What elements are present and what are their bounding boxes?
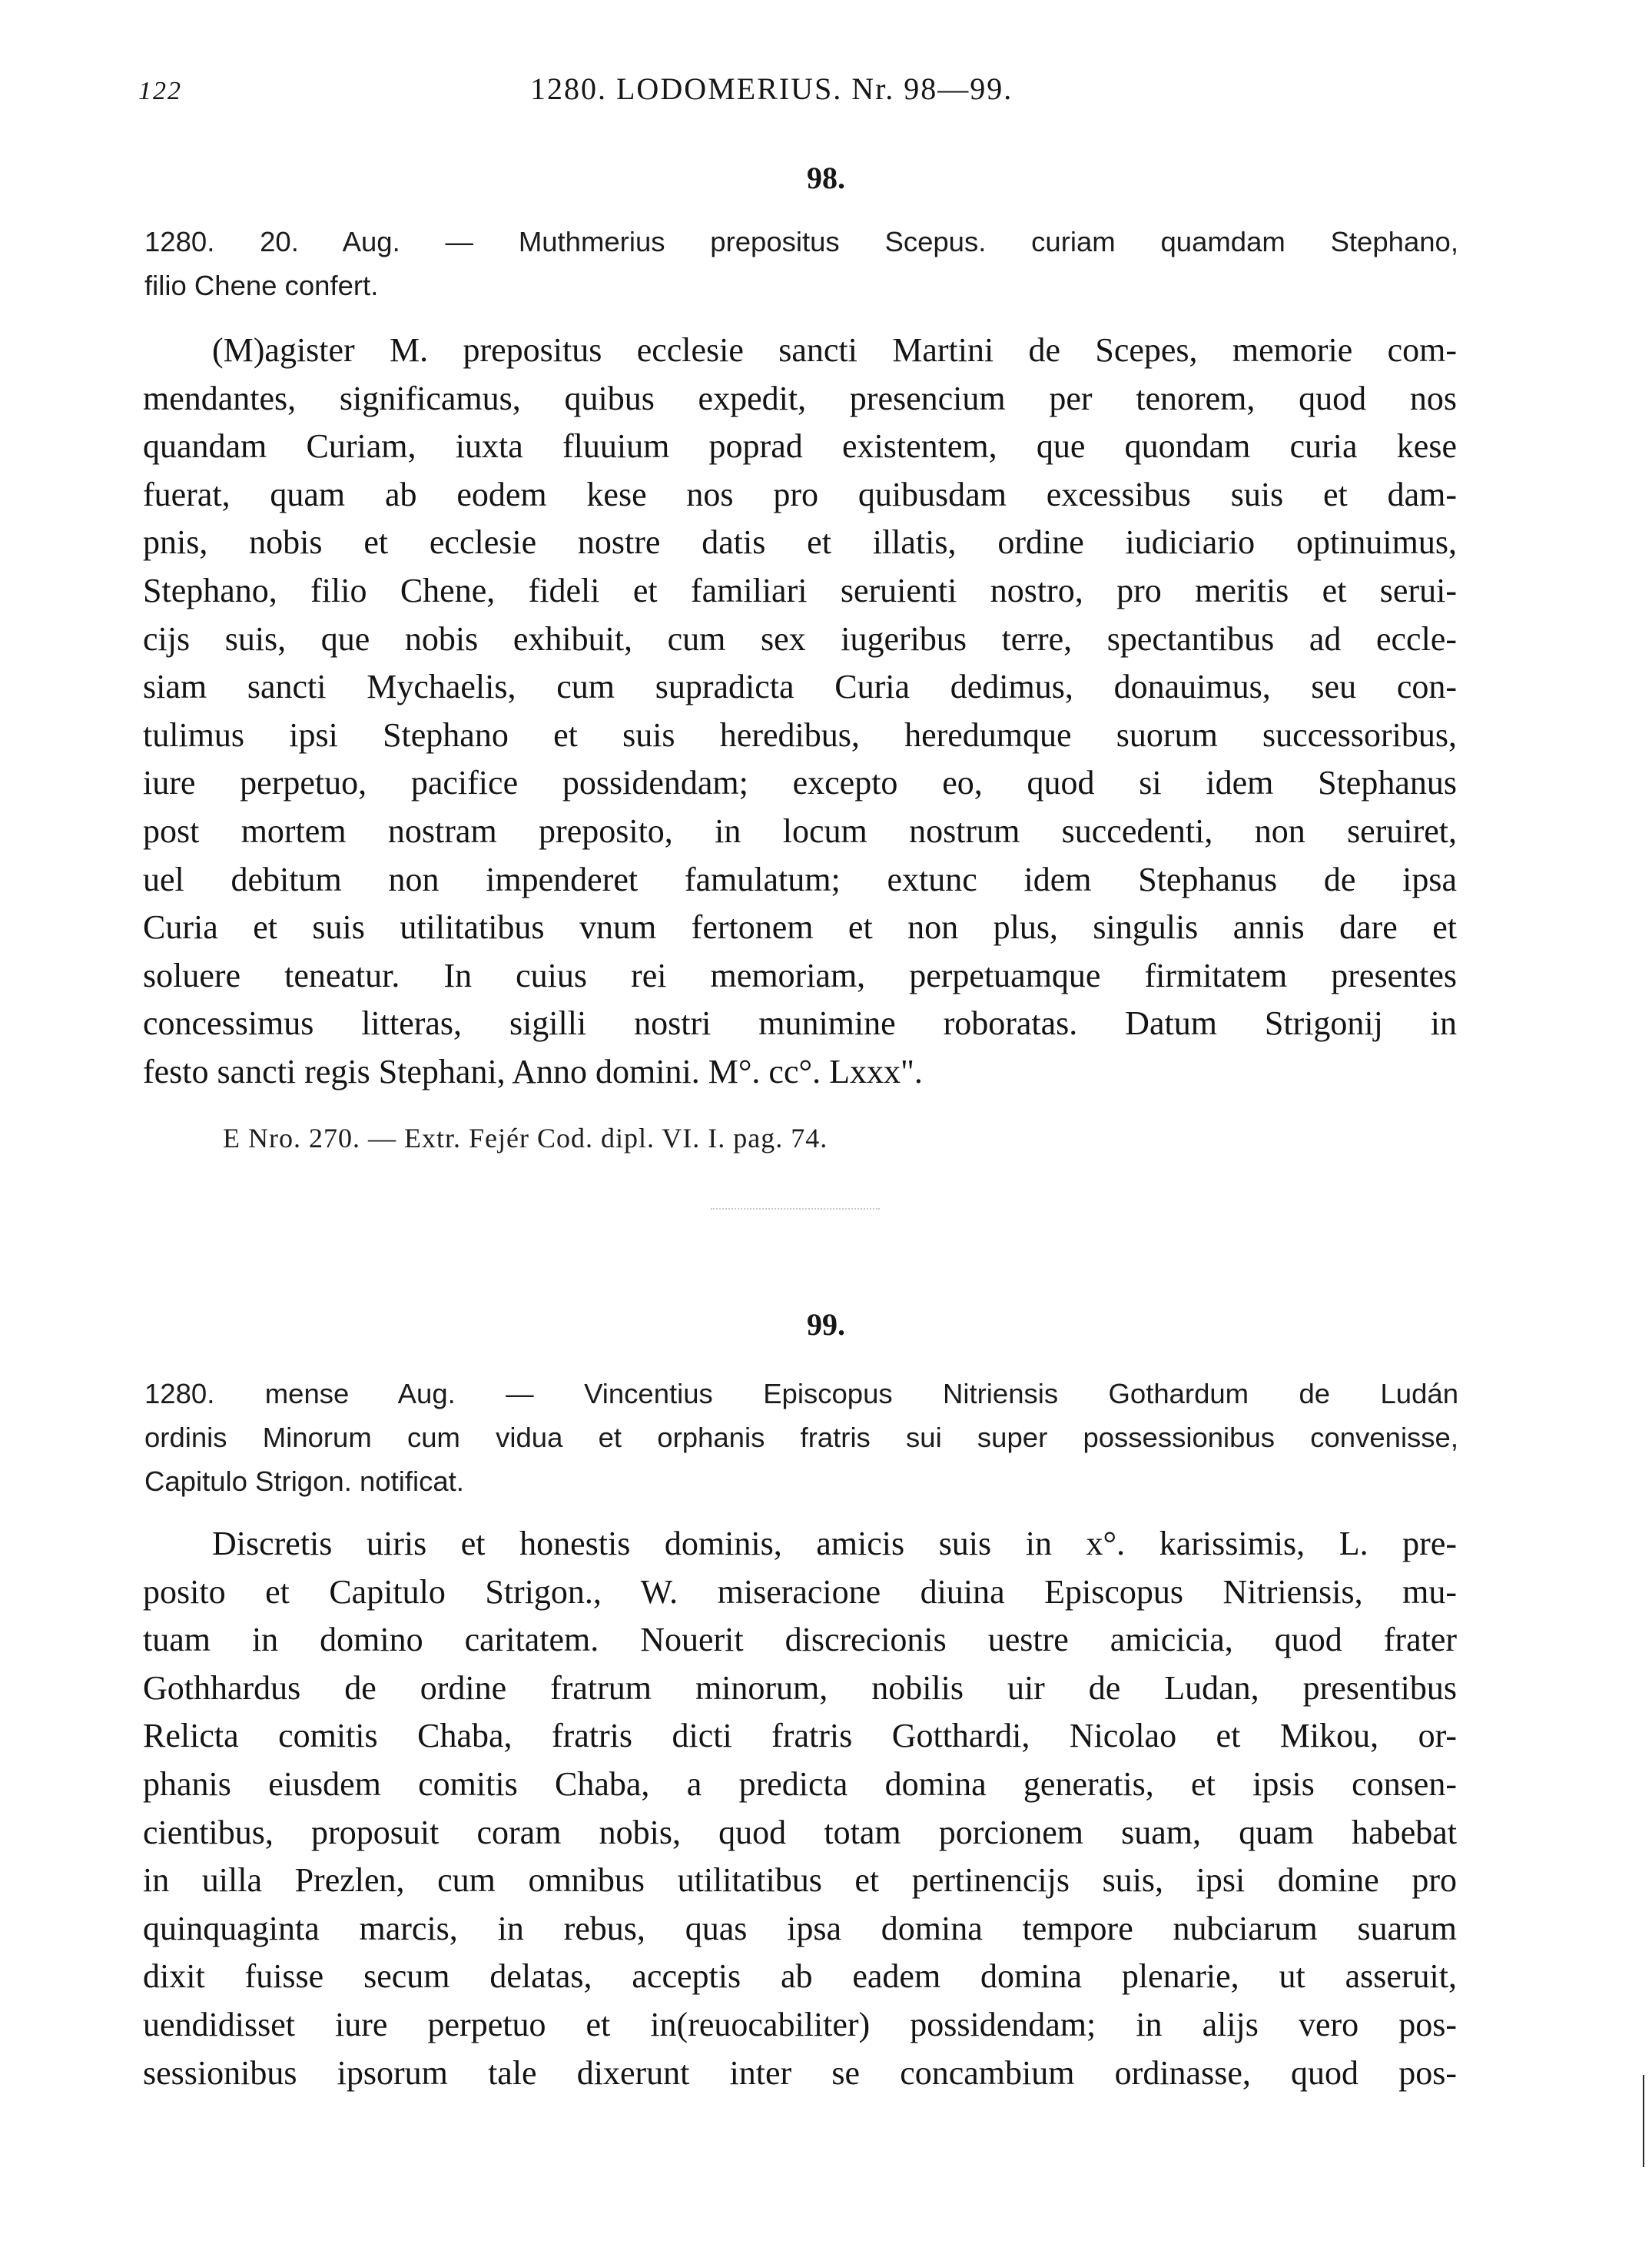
regest-line: 1280. mense Aug. — Vincentius Episcopus Nitriensis Gothardum de Ludán [144, 1378, 1458, 1409]
document-regest [144, 220, 1458, 307]
text-line: pnis, nobis et ecclesie nostre datis et illatis, ordine iudiciario optinuimus, [143, 523, 1457, 562]
text-line: Discretis uiris et honestis dominis, amicis suis in x°. karissimis, L. pre- [212, 1525, 1457, 1562]
text-line: post mortem nostram preposito, in locum nostrum succedenti, non seruiret, [143, 812, 1457, 850]
section-divider [711, 1208, 880, 1214]
text-line: siam sancti Mychaelis, cum supradicta Curia dedimus, donauimus, seu con- [143, 668, 1457, 706]
document-number: 99. [807, 1307, 845, 1342]
regest-line: ordinis Minorum cum vidua et orphanis fratris sui super possessionibus convenisse, [144, 1422, 1458, 1453]
text-line: Relicta comitis Chaba, fratris dicti fratris Gotthardi, Nicolao et Mikou, or- [143, 1717, 1457, 1755]
text-line: festo sancti regis Stephani, Anno domini. M°. cc°. Lxxx". [143, 1052, 923, 1090]
document-number: 98. [807, 161, 845, 195]
regest-line: filio Chene confert. [144, 270, 379, 301]
text-line: fuerat, quam ab eodem kese nos pro quibusdam excessibus suis et dam- [143, 475, 1457, 513]
regest-line: 1280. 20. Aug. — Muthmerius prepositus Scepus. curiam quamdam Stephano, [144, 226, 1458, 257]
source-note: E Nro. 270. — Extr. Fejér Cod. dipl. VI. I. pag. 74. [223, 1123, 828, 1153]
text-line: quinquaginta marcis, in rebus, quas ipsa domina tempore nubciarum suarum [143, 1909, 1457, 1947]
text-line: uel debitum non impenderet famulatum; extunc idem Stephanus de ipsa [143, 860, 1457, 898]
running-title: 1280. LODOMERIUS. Nr. 98—99. [530, 71, 1013, 106]
text-line: iure perpetuo, pacifice possidendam; excepto eo, quod si idem Stephanus [143, 764, 1457, 802]
text-line: mendantes, significamus, quibus expedit, presencium per tenorem, quod nos [143, 379, 1457, 417]
scan-margin-mark [1643, 2075, 1644, 2167]
text-line: uendidisset iure perpetuo et in(reuocabiliter) possidendam; in alijs vero pos- [143, 2005, 1457, 2043]
text-line: concessimus litteras, sigilli nostri munimine roboratas. Datum Strigonij in [143, 1004, 1457, 1043]
text-line: tuam in domino caritatem. Nouerit discrecionis uestre amicicia, quod frater [143, 1621, 1457, 1659]
document-regest [144, 1372, 1458, 1503]
document-text [143, 1520, 1457, 2097]
text-line: quandam Curiam, iuxta fluuium poprad existentem, que quondam curia kese [143, 427, 1457, 466]
text-line: cijs suis, que nobis exhibuit, cum sex iugeribus terre, spectantibus ad eccle- [143, 619, 1457, 658]
text-line: (M)agister M. prepositus ecclesie sancti Martini de Scepes, memorie com- [212, 331, 1457, 369]
regest-line: Capitulo Strigon. notificat. [144, 1465, 464, 1497]
text-line: tulimus ipsi Stephano et suis heredibus, heredumque suorum successoribus, [143, 715, 1457, 754]
text-line: Gothhardus de ordine fratrum minorum, nobilis uir de Ludan, presentibus [143, 1668, 1457, 1707]
text-line: cientibus, proposuit coram nobis, quod totam porcionem suam, quam habebat [143, 1813, 1457, 1851]
text-line: dixit fuisse secum delatas, acceptis ab eadem domina plenarie, ut asseruit, [143, 1957, 1457, 1996]
text-line: Stephano, filio Chene, fideli et familiari seruienti nostro, pro meritis et serui- [143, 571, 1457, 609]
text-line: posito et Capitulo Strigon., W. miseracione diuina Episcopus Nitriensis, mu- [143, 1572, 1457, 1611]
text-line: soluere teneatur. In cuius rei memoriam, perpetuamque firmitatem presentes [143, 956, 1457, 994]
page-number: 122 [138, 77, 182, 105]
text-line: in uilla Prezlen, cum omnibus utilitatibus et pertinencijs suis, ipsi domine pro [143, 1861, 1457, 1900]
running-head [138, 71, 1598, 117]
text-line: sessionibus ipsorum tale dixerunt inter se concambium ordinasse, quod pos- [143, 2053, 1457, 2092]
text-line: Curia et suis utilitatibus vnum fertonem et non plus, singulis annis dare et [143, 908, 1457, 947]
text-line: phanis eiusdem comitis Chaba, a predicta domina generatis, et ipsis consen- [143, 1764, 1457, 1803]
document-text [143, 327, 1457, 1097]
